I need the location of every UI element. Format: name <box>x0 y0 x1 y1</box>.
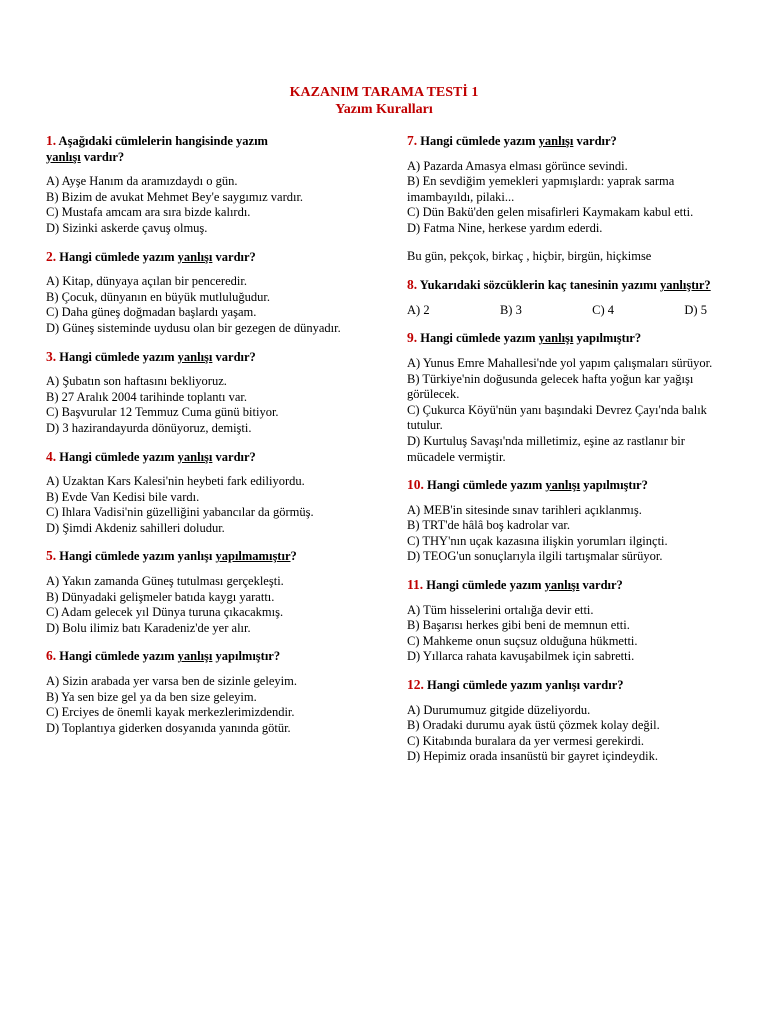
stem-text-end: yapılmıştır? <box>212 649 281 664</box>
question-stem <box>407 677 725 694</box>
stem-text-end: vardır? <box>212 349 256 364</box>
option-a: A) Yakın zamanda Güneş tutulması gerçekleşti. <box>46 574 284 589</box>
stem-text-end: vardır? <box>573 134 617 148</box>
stem-text: Aşağıdaki cümlelerin hangisinde yazım <box>56 134 268 148</box>
stem-underlined: yanlışı <box>177 349 213 364</box>
stem-text-end: vardır? <box>80 149 125 164</box>
option-a: A) Uzaktan Kars Kalesi'nin heybeti fark ediliyordu. <box>46 474 305 489</box>
option-d: D) Fatma Nine, herkese yardım ederdi. <box>407 220 603 235</box>
question-12 <box>407 677 725 765</box>
right-column <box>407 133 725 777</box>
option-b: B) Türkiye'nin doğusunda gelecek hafta yoğun kar yağışı görülecek. <box>407 371 694 402</box>
option-d: D) TEOG'un sonuçlarıyla ilgili tartışmalar sürüyor. <box>407 549 663 564</box>
stem-text: Hangi cümlede yazım <box>56 349 178 364</box>
option-a: A) Ayşe Hanım da aramızdaydı o gün. <box>46 174 238 189</box>
question-number: 5. <box>46 548 57 564</box>
option-b: B) Bizim de avukat Mehmet Bey'e saygımız vardır. <box>46 189 304 204</box>
stem-text: Hangi cümlede yazım yanlışı <box>56 549 216 564</box>
option-b: B) Dünyadaki gelişmeler batıda kaygı yarattı. <box>46 589 275 604</box>
word-list: Bu gün, pekçok, birkaç , hiçbir, birgün, hiçkimse <box>407 248 652 263</box>
stem-underlined: yanlışı <box>545 478 581 493</box>
stem-underlined: yanlışı <box>544 578 580 593</box>
option-b: B) 27 Aralık 2004 tarihinde toplantı var. <box>46 389 248 404</box>
stem-text: Hangi cümlede yazım <box>56 649 178 664</box>
stem-underlined: yanlışı <box>177 649 213 664</box>
option-d: D) Kurtuluş Savaşı'nda milletimiz, eşine az rastlanır bir mücadele vermiştir. <box>407 433 685 464</box>
question-stem <box>407 330 725 347</box>
question-9 <box>407 330 725 465</box>
question-stem <box>46 249 364 266</box>
option-d: D) Hepimiz orada insanüstü bir gayret içindeydik. <box>407 749 658 764</box>
question-7 <box>407 133 725 237</box>
question-3 <box>46 349 364 437</box>
option-a: A) Şubatın son haftasını bekliyoruz. <box>46 374 227 389</box>
option-a: A) Tüm hisselerini ortalığa devir etti. <box>407 602 594 617</box>
stem-underlined: yanlışı <box>177 449 213 464</box>
option-c: C) Başvurular 12 Temmuz Cuma günü bitiyor. <box>46 405 279 420</box>
question-number: 7. <box>407 133 418 148</box>
stem-underlined: yanlışı <box>177 249 213 264</box>
stem-text: Hangi cümlede yazım <box>417 331 539 346</box>
option-a: A) Durumumuz gitgide düzeliyordu. <box>407 702 591 717</box>
option-d: D) Yıllarca rahata kavuşabilmek için sabretti. <box>407 649 635 664</box>
stem-text-end: vardır? <box>212 449 256 464</box>
option-a: A) Yunus Emre Mahallesi'nde yol yapım çalışmaları sürüyor. <box>407 355 713 370</box>
test-header <box>0 84 768 118</box>
stem-text-end: ? <box>290 549 297 564</box>
question-4 <box>46 449 364 537</box>
option-b: B) Çocuk, dünyanın en büyük mutluluğudur. <box>46 289 270 304</box>
question-number: 9. <box>407 330 418 346</box>
question-stem <box>407 477 725 494</box>
stem-text: Yukarıdaki sözcüklerin kaç tanesinin yazımı <box>417 278 660 293</box>
option-a: A) Kitap, dünyaya açılan bir penceredir. <box>46 274 247 289</box>
question-stem <box>46 548 364 565</box>
option-c: C) Erciyes de önemli kayak merkezlerimizdendir. <box>46 705 295 720</box>
question-number: 2. <box>46 248 57 264</box>
option-b: B) Oradaki durumu ayak üstü çözmek kolay değil. <box>407 718 660 733</box>
question-stem <box>407 577 725 594</box>
option-b: B) En sevdiğim yemekleri yapmışlardı: yaprak sarma imambayıldı, pilaki... <box>407 174 675 204</box>
test-title: KAZANIM TARAMA TESTİ 1 <box>289 85 479 100</box>
option-c: C) 4 <box>592 302 615 317</box>
question-number: 10. <box>407 477 424 493</box>
option-b: B) 3 <box>499 302 522 317</box>
option-c: C) Çukurca Köyü'nün yanı başındaki Devrez Çayı'nda balık tutulur. <box>407 402 707 433</box>
option-c: C) Ihlara Vadisi'nin güzelliğini yabancılar da görmüş. <box>46 505 314 520</box>
stem-underlined: yanlışı <box>46 149 81 164</box>
test-subtitle: Yazım Kuralları <box>335 102 433 117</box>
stem-text: Hangi cümlede yazım <box>423 478 546 493</box>
question-number: 1. <box>46 133 57 148</box>
option-c: C) Kitabında buralara da yer vermesi gerekirdi. <box>407 733 645 748</box>
stem-underlined: yanlıştır? <box>659 278 711 293</box>
question-number: 6. <box>46 648 57 664</box>
question-10 <box>407 477 725 565</box>
option-d: D) 3 hazirandayurda dönüyoruz, demişti. <box>46 420 252 435</box>
stem-text-end: yapılmıştır? <box>573 331 642 346</box>
question-1 <box>46 133 364 237</box>
question-5 <box>46 548 364 636</box>
option-b: B) TRT'de hâlâ boş kadrolar var. <box>407 518 571 533</box>
option-d: D) Bolu ilimiz batı Karadeniz'de yer alır. <box>46 620 251 635</box>
question-number: 3. <box>46 348 57 364</box>
stem-underlined: yanlışı <box>538 134 574 148</box>
option-a: A) Sizin arabada yer varsa ben de sizinle geleyim. <box>46 674 297 689</box>
question-stem <box>46 349 364 366</box>
option-a: A) Pazarda Amasya elması görünce sevindi. <box>407 158 628 173</box>
question-stem <box>407 277 725 294</box>
option-d: D) Sizinki askerde çavuş olmuş. <box>46 220 208 235</box>
question-stem <box>46 648 364 665</box>
left-column <box>46 133 364 748</box>
stem-text-end: vardır? <box>212 249 256 264</box>
option-c: C) Dün Bakü'den gelen misafirleri Kaymakam kabul etti. <box>407 205 694 220</box>
stem-underlined: yanlışı <box>538 331 574 346</box>
question-stem <box>46 449 364 466</box>
options-row <box>407 303 707 319</box>
option-a: A) 2 <box>407 302 430 317</box>
question-number: 4. <box>46 448 57 464</box>
option-b: B) Başarısı herkes gibi beni de memnun etti. <box>407 618 630 633</box>
question-2 <box>46 249 364 337</box>
option-a: A) MEB'in sitesinde sınav tarihleri açıklanmış. <box>407 502 642 517</box>
option-c: C) Daha güneş doğmadan başlardı yaşam. <box>46 305 257 320</box>
stem-text: Hangi cümlede yazım yanlışı vardır? <box>423 678 624 693</box>
option-d: D) Toplantıya giderken dosyanıda yanında götür. <box>46 720 291 735</box>
option-c: C) Mustafa amcam ara sıra bizde kalırdı. <box>46 205 251 220</box>
stem-text: Hangi cümlede yazım <box>56 249 178 264</box>
stem-text: Hangi cümlede yazım <box>417 134 539 148</box>
option-d: D) Şimdi Akdeniz sahilleri doludur. <box>46 520 225 535</box>
question-6 <box>46 648 364 736</box>
option-c: C) Mahkeme onun suçsuz olduğuna hükmetti. <box>407 633 638 648</box>
option-b: B) Evde Van Kedisi bile vardı. <box>46 489 200 504</box>
stem-text: Hangi cümlede yazım <box>423 578 545 593</box>
question-number: 8. <box>407 277 418 293</box>
question-11 <box>407 577 725 665</box>
stem-text-end: vardır? <box>579 578 623 593</box>
option-c: C) Adam gelecek yıl Dünya turuna çıkacakmış. <box>46 605 284 620</box>
stem-underlined: yapılmamıştır <box>215 549 291 564</box>
option-c: C) THY'nın uçak kazasına ilişkin yorumları ilginçti. <box>407 533 668 548</box>
option-b: B) Ya sen bize gel ya da ben size geleyim. <box>46 689 257 704</box>
question-number: 11. <box>407 577 424 593</box>
stem-text-end: yapılmıştır? <box>580 478 648 493</box>
question-8 <box>407 277 725 318</box>
option-d: D) 5 <box>684 302 707 317</box>
question-number: 12. <box>407 677 424 693</box>
stem-text: Hangi cümlede yazım <box>56 449 178 464</box>
option-d: D) Güneş sisteminde uydusu olan bir gezegen de dünyadır. <box>46 320 341 335</box>
question-stem <box>407 133 725 150</box>
question-stem <box>46 133 364 165</box>
